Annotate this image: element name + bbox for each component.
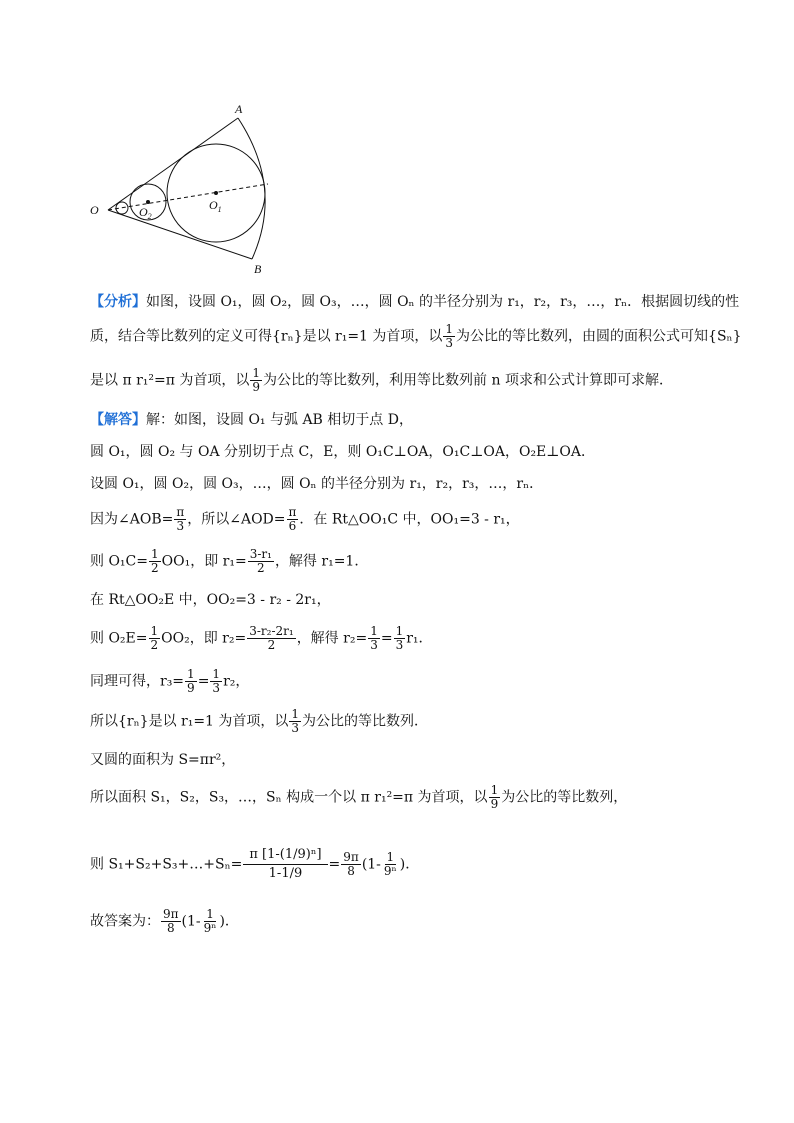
fraction-1-3: $\frac{1}{3}$ [445,322,454,350]
label-a: A [235,102,243,116]
analysis-tag: 【分析】 [90,294,146,310]
solution-line-3: 设圆 O₁，圆 O₂，圆 O₃，…，圆 Oₙ 的半径分别为 r₁，r₂，r₃，…，rₙ． [90,476,544,492]
label-o1: $O_1$ [209,198,222,214]
center-o1-dot [214,191,218,195]
analysis-line-3: 是以 π r₁²=π 为首项，以 $\frac{1}{9}$ 为公比的等比数列，利用等比数列前 n 项求和公式计算即可求解． [90,366,673,394]
geometry-figure [86,96,286,281]
label-o2: $O_2$ [139,205,152,221]
solution-line-6: 在 Rt△OO₂E 中，OO₂=3 - r₂ - 2r₁， [90,592,331,608]
center-o2-dot [146,200,150,204]
solution-line-2: 圆 O₁，圆 O₂ 与 OA 分别切于点 C，E，则 O₁C⊥OA，O₁C⊥OA，O₂E⊥OA． [90,444,596,460]
solution-line-7: 则 O₂E= $\frac{1}{2}$ OO₂，即 r₂= $\frac{\text{3-r₂-2r₁}}{2}$ ，解得 r₂= $\frac{1}{3}$ = $\frac{1}{3}$ r₁． [90,624,433,652]
ray-oa [108,118,238,210]
solution-line-4: 因为∠AOB= $\frac{\pi}{3}$ ，所以∠AOD= $\frac{\pi}{6}$ ．在 Rt△OO₁C 中，OO₁=3 - r₁， [90,505,520,533]
fraction-1-9: $\frac{1}{9}$ [252,366,261,394]
solution-line-5: 则 O₁C= $\frac{1}{2}$ OO₁，即 r₁= $\frac{\text{3-r₁}}{2}$ ，解得 r₁=1． [90,547,369,575]
label-o: O [90,203,99,217]
solution-line-9: 所以{rₙ}是以 r₁=1 为首项，以 $\frac{1}{3}$ 为公比的等比数列． [90,707,429,735]
solution-line-8: 同理可得，r₃= $\frac{1}{9}$ = $\frac{1}{3}$ r₂， [90,667,250,695]
analysis-line-1: 【分析】如图，设圆 O₁，圆 O₂，圆 O₃，…，圆 Oₙ 的半径分别为 r₁，r₂，r₃，…，rₙ．根据圆切线的性 [90,294,740,310]
analysis-line-2: 质，结合等比数列的定义可得{rₙ}是以 r₁=1 为首项，以 $\frac{1}{3}$ 为公比的等比数列，由圆的面积公式可知{Sₙ} [90,322,742,350]
solution-line-1: 【解答】解：如图，设圆 O₁ 与弧 AB 相切于点 D， [90,412,413,428]
label-b: B [254,262,262,276]
ray-ob [108,210,252,259]
solution-line-10: 又圆的面积为 S=πr²， [90,752,236,768]
solution-line-12: 则 S₁+S₂+S₃+…+Sₙ= $\frac{\text{π [1-(1/9)ⁿ]}}{1-1/9}$ = $\frac{9\pi}{8}$ (1- $\frac{1}{\text{9ⁿ}}$ )． [90,847,420,881]
solution-line-13: 故答案为： $\frac{9\pi}{8}$ (1- $\frac{1}{\text{9ⁿ}}$ )． [90,907,239,935]
solution-line-11: 所以面积 S₁，S₂，S₃，…，Sₙ 构成一个以 π r₁²=π 为首项，以 $\frac{1}{9}$ 为公比的等比数列， [90,783,628,811]
solution-tag: 【解答】 [90,412,146,428]
center-line [108,184,268,210]
